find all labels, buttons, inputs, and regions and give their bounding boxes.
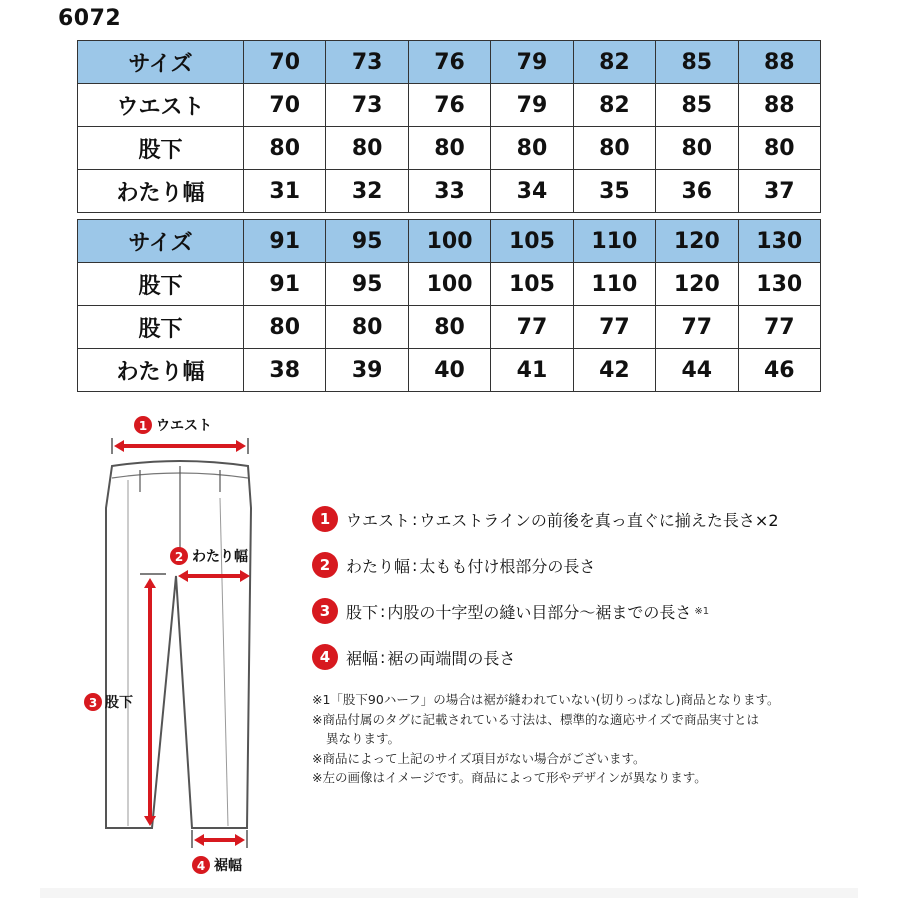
table-cell: 82: [573, 84, 655, 127]
table-cell: 35: [573, 170, 655, 213]
table-row: [78, 263, 821, 306]
legend-desc: 裾の両端間の長さ: [387, 648, 516, 668]
table-row: [78, 349, 821, 392]
table-cell: 46: [738, 349, 820, 392]
legend-sep: :: [412, 555, 418, 575]
header-cell: サイズ: [78, 41, 244, 84]
table-cell: 80: [326, 306, 408, 349]
header-cell: 120: [656, 220, 738, 263]
table-cell: 77: [656, 306, 738, 349]
header-cell: 91: [244, 220, 326, 263]
legend-term: 裾幅: [346, 648, 379, 668]
thigh-dim: [170, 547, 250, 582]
table-cell: 37: [738, 170, 820, 213]
legend-num: 3: [312, 598, 338, 624]
hem-dim: [192, 830, 247, 874]
legend-item: [312, 644, 872, 670]
table-cell: 33: [408, 170, 490, 213]
table-cell: 40: [408, 349, 490, 392]
legend-footnote-ref: ※1: [694, 605, 710, 617]
table-header-row: [78, 41, 821, 84]
waist-num: 1: [138, 419, 148, 433]
legend-term: ウエスト: [346, 510, 411, 530]
header-cell: 73: [326, 41, 408, 84]
inseam-num: 3: [88, 696, 98, 710]
legend-desc: 太もも付け根部分の長さ: [419, 556, 596, 576]
table-header-row: [78, 220, 821, 263]
table-cell: 130: [738, 263, 820, 306]
table-cell: 80: [244, 306, 326, 349]
row-label: わたり幅: [78, 170, 244, 213]
legend-desc: ウエストラインの前後を真っ直ぐに揃えた長さ×2: [419, 510, 779, 530]
table-cell: 77: [738, 306, 820, 349]
row-label: ウエスト: [78, 84, 244, 127]
header-cell: 130: [738, 220, 820, 263]
legend-sep: :: [412, 509, 418, 529]
table-cell: 80: [656, 127, 738, 170]
table-cell: 110: [573, 263, 655, 306]
table-cell: 80: [738, 127, 820, 170]
hem-num: 4: [196, 859, 206, 873]
table-cell: 44: [656, 349, 738, 392]
table-cell: 80: [408, 127, 490, 170]
header-cell: サイズ: [78, 220, 244, 263]
legend-item: [312, 552, 872, 578]
note-line: ※商品によって上記のサイズ項目がない場合がございます。: [312, 750, 646, 766]
inseam-label: 股下: [105, 695, 133, 711]
table-cell: 95: [326, 263, 408, 306]
table-cell: 38: [244, 349, 326, 392]
table-cell: 42: [573, 349, 655, 392]
table-cell: 77: [573, 306, 655, 349]
row-label: 股下: [78, 306, 244, 349]
waist-label: ウエスト: [156, 418, 212, 434]
pants-outline: [106, 461, 251, 828]
table-row: [78, 170, 821, 213]
table-cell: 41: [491, 349, 573, 392]
waist-dim: [112, 416, 248, 454]
table-cell: 80: [491, 127, 573, 170]
header-cell: 70: [244, 41, 326, 84]
size-table-1: [77, 40, 821, 213]
legend-term: 股下: [346, 602, 379, 622]
row-label: わたり幅: [78, 349, 244, 392]
table-cell: 36: [656, 170, 738, 213]
table-cell: 34: [491, 170, 573, 213]
table-row: [78, 127, 821, 170]
header-cell: 100: [408, 220, 490, 263]
pants-measurement-diagram: [70, 408, 290, 878]
size-table-2: [77, 219, 821, 392]
legend-item: [312, 506, 872, 532]
thigh-label: わたり幅: [192, 549, 248, 565]
table-cell: 100: [408, 263, 490, 306]
table-cell: 80: [408, 306, 490, 349]
legend-item: [312, 598, 872, 624]
header-cell: 105: [491, 220, 573, 263]
header-cell: 88: [738, 41, 820, 84]
measurement-legend: [312, 506, 872, 690]
legend-num: 4: [312, 644, 338, 670]
table-cell: 88: [738, 84, 820, 127]
legend-desc: 内股の十字型の縫い目部分〜裾までの長さ: [387, 602, 692, 622]
table-cell: 80: [244, 127, 326, 170]
header-cell: 95: [326, 220, 408, 263]
table-cell: 105: [491, 263, 573, 306]
table-row: [78, 306, 821, 349]
table-cell: 80: [573, 127, 655, 170]
table-cell: 77: [491, 306, 573, 349]
legend-num: 2: [312, 552, 338, 578]
row-label: 股下: [78, 263, 244, 306]
thigh-num: 2: [174, 550, 184, 564]
header-cell: 110: [573, 220, 655, 263]
legend-term: わたり幅: [346, 556, 411, 576]
header-cell: 85: [656, 41, 738, 84]
note-line: 異なります。: [326, 731, 401, 746]
notes: [312, 690, 872, 788]
product-code: 6072: [58, 6, 122, 31]
table-cell: 73: [326, 84, 408, 127]
header-cell: 79: [491, 41, 573, 84]
hem-label: 裾幅: [214, 858, 242, 874]
table-cell: 31: [244, 170, 326, 213]
legend-sep: :: [380, 601, 386, 621]
table-cell: 32: [326, 170, 408, 213]
inseam-dim: [84, 574, 166, 826]
note-line: ※1「股下90ハーフ」の場合は裾が縫われていない(切りっぱなし)商品となります。: [312, 692, 780, 707]
row-label: 股下: [78, 127, 244, 170]
table-cell: 91: [244, 263, 326, 306]
table-cell: 39: [326, 349, 408, 392]
legend-sep: :: [380, 647, 386, 667]
header-cell: 82: [573, 41, 655, 84]
legend-num: 1: [312, 506, 338, 532]
note-line: ※商品付属のタグに記載されている寸法は、標準的な適応サイズで商品実寸とは: [312, 711, 759, 727]
table-cell: 79: [491, 84, 573, 127]
table-row: [78, 84, 821, 127]
note-line: ※左の画像はイメージです。商品によって形やデザインが異なります。: [312, 770, 707, 785]
table-cell: 76: [408, 84, 490, 127]
table-cell: 70: [244, 84, 326, 127]
table-cell: 80: [326, 127, 408, 170]
footer-band: [40, 888, 858, 898]
table-cell: 120: [656, 263, 738, 306]
table-cell: 85: [656, 84, 738, 127]
header-cell: 76: [408, 41, 490, 84]
